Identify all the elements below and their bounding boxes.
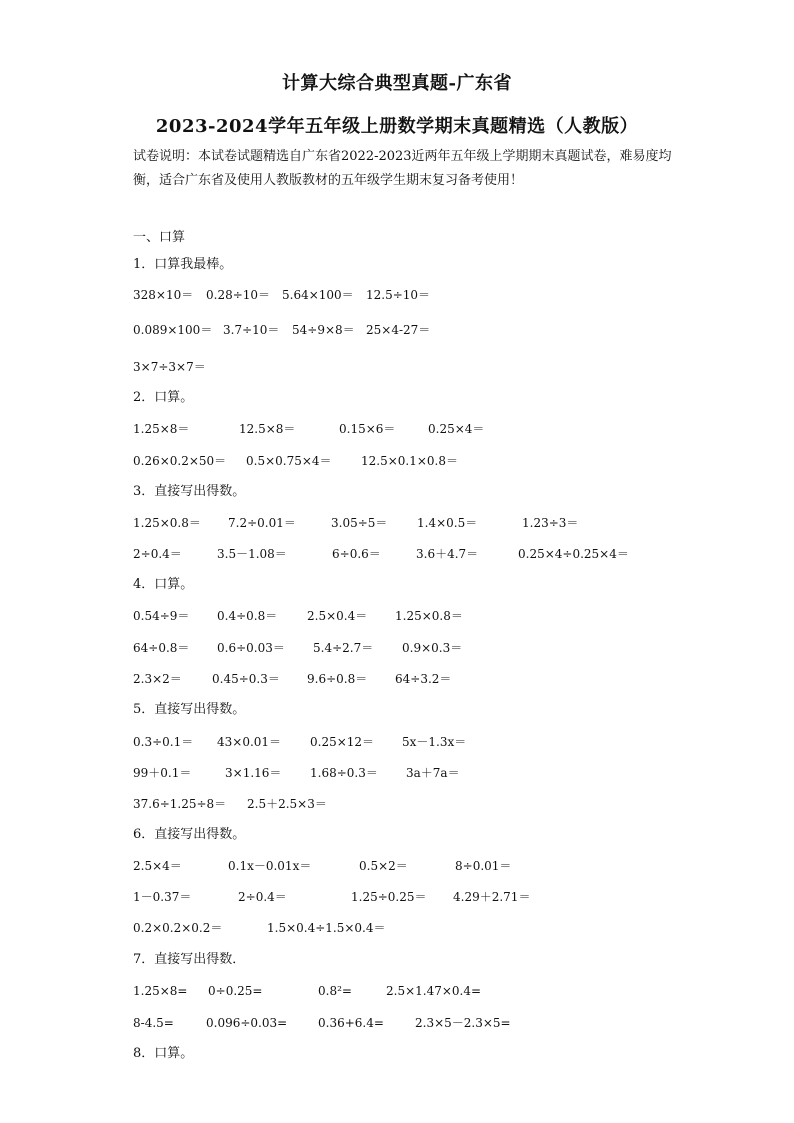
section-heading: 一、口算	[133, 230, 186, 245]
problem: 5.4÷2.7＝	[313, 641, 374, 655]
exam-instructions: 试卷说明：本试卷试题精选自广东省2022-2023近两年五年级上学期期末真题试卷，难易度均衡，适合广东省及使用人教版教材的五年级学生期末复习备考使用！	[133, 149, 672, 188]
problem: 0.9×0.3＝	[402, 641, 463, 655]
problem: 3×1.16＝	[225, 766, 282, 780]
page-title: 计算大综合典型真题-广东省	[282, 73, 512, 94]
problem: 3×7÷3×7＝	[133, 360, 206, 374]
problem: 12.5×0.1×0.8＝	[361, 454, 458, 468]
problem: 0.25×4÷0.25×4＝	[518, 547, 629, 561]
question-title-5: 5．直接写出得数。	[133, 702, 246, 717]
problem: 2.3×2＝	[133, 672, 182, 686]
problem: 3.6＋4.7＝	[416, 547, 479, 561]
problem: 8÷0.01＝	[455, 859, 512, 873]
question-title-4: 4．口算。	[133, 577, 194, 592]
page-subtitle: 2023-2024学年五年级上册数学期末真题精选（人教版）	[155, 116, 639, 137]
problem: 0.2×0.2×0.2＝	[133, 921, 223, 935]
question-title-1: 1．口算我最棒。	[133, 257, 233, 272]
problem: 0.3÷0.1＝	[133, 735, 194, 749]
problem: 12.5÷10＝	[366, 288, 431, 302]
question-title-6: 6．直接写出得数。	[133, 827, 246, 842]
problem: 7.2÷0.01＝	[228, 516, 296, 530]
problem: 1.25×8=	[133, 984, 188, 998]
problem: 0.25×12＝	[310, 735, 375, 749]
problem: 0.8²=	[318, 984, 352, 998]
problem: 3.05÷5＝	[331, 516, 388, 530]
question-title-2: 2．口算。	[133, 390, 194, 405]
problem: 2.5×1.47×0.4=	[386, 984, 482, 998]
problem: 3.5－1.08＝	[217, 547, 287, 561]
problem: 1－0.37＝	[133, 890, 192, 904]
problem: 12.5×8＝	[239, 422, 296, 436]
problem: 328×10＝	[133, 288, 194, 302]
problem: 1.4×0.5＝	[417, 516, 478, 530]
problem: 2÷0.4＝	[238, 890, 287, 904]
problem: 25×4-27＝	[366, 323, 431, 337]
problem: 1.25×8＝	[133, 422, 190, 436]
problem: 64÷0.8＝	[133, 641, 190, 655]
problem: 0.36+6.4=	[318, 1016, 384, 1030]
problem: 1.25×0.8＝	[133, 516, 201, 530]
problem: 2÷0.4＝	[133, 547, 182, 561]
problem: 37.6÷1.25÷8＝	[133, 797, 227, 811]
question-title-7: 7．直接写出得数．	[133, 952, 246, 967]
problem: 0.28÷10＝	[206, 288, 271, 302]
problem: 0.25×4＝	[428, 422, 485, 436]
problem: 6÷0.6＝	[332, 547, 381, 561]
problem: 3a＋7a＝	[406, 766, 460, 780]
problem: 9.6÷0.8＝	[307, 672, 368, 686]
question-title-3: 3．直接写出得数。	[133, 484, 246, 499]
problem: 0.26×0.2×50＝	[133, 454, 227, 468]
problem: 1.23÷3＝	[522, 516, 579, 530]
problem: 64÷3.2＝	[395, 672, 452, 686]
problem: 2.3×5－2.3×5=	[415, 1016, 511, 1030]
problem: 1.5×0.4÷1.5×0.4＝	[267, 921, 386, 935]
problem: 0.15×6＝	[339, 422, 396, 436]
problem: 99＋0.1＝	[133, 766, 192, 780]
problem: 0.089×100＝	[133, 323, 213, 337]
problem: 2.5×0.4＝	[307, 609, 368, 623]
problem: 5.64×100＝	[282, 288, 354, 302]
problem: 0.5×0.75×4＝	[246, 454, 332, 468]
problem: 1.25÷0.25＝	[351, 890, 427, 904]
question-title-8: 8．口算。	[133, 1046, 194, 1061]
problem: 0.5×2＝	[359, 859, 408, 873]
problem: 0.4÷0.8＝	[217, 609, 278, 623]
problem: 43×0.01＝	[217, 735, 282, 749]
problem: 0.54÷9＝	[133, 609, 190, 623]
problem: 2.5＋2.5×3＝	[247, 797, 327, 811]
problem: 0.096÷0.03=	[206, 1016, 288, 1030]
problem: 4.29＋2.71＝	[453, 890, 531, 904]
problem: 54÷9×8＝	[292, 323, 355, 337]
problem: 1.68÷0.3＝	[310, 766, 378, 780]
problem: 1.25×0.8＝	[395, 609, 463, 623]
problem: 0.45÷0.3＝	[212, 672, 280, 686]
problem: 3.7÷10＝	[223, 323, 280, 337]
problem: 0.6÷0.03＝	[217, 641, 285, 655]
problem: 0.1x－0.01x＝	[228, 859, 312, 873]
problem: 2.5×4＝	[133, 859, 182, 873]
problem: 0÷0.25=	[208, 984, 263, 998]
problem: 5x－1.3x＝	[402, 735, 467, 749]
problem: 8-4.5=	[133, 1016, 174, 1030]
